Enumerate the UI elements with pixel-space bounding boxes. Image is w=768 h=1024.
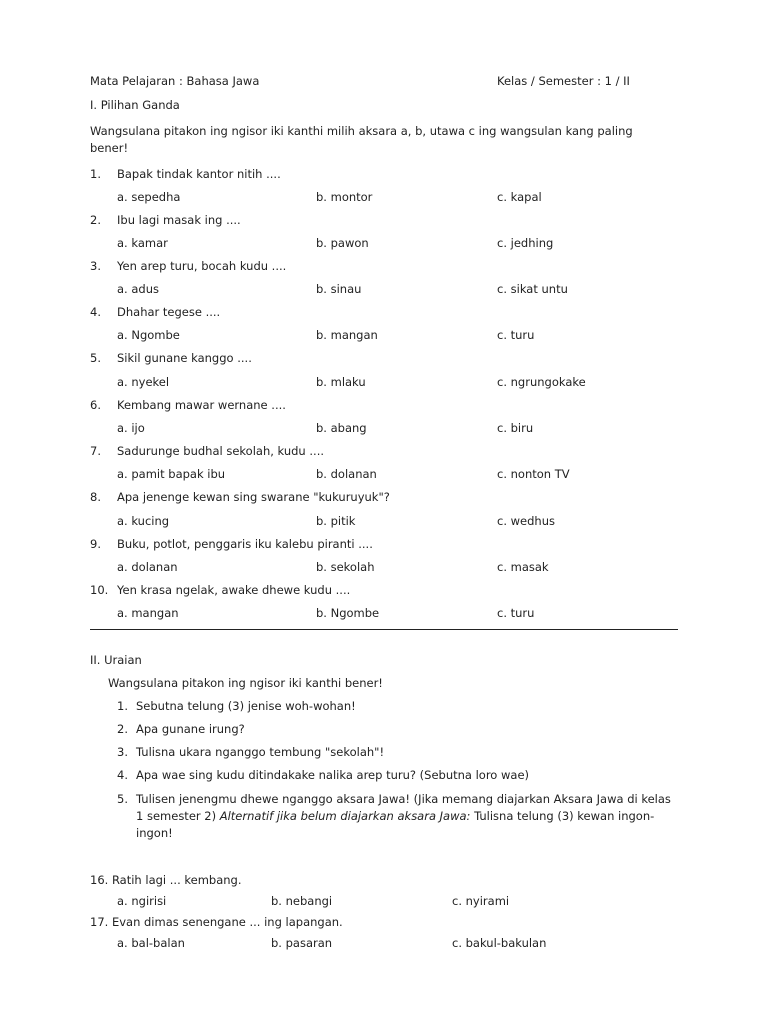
option-c: c. ngrungokake <box>497 375 586 389</box>
question-number: 6. <box>90 398 101 412</box>
section1-title: I. Pilihan Ganda <box>90 98 180 112</box>
question-number: 7. <box>90 444 101 458</box>
option-b: b. sekolah <box>316 560 375 574</box>
question-number: 9. <box>90 537 101 551</box>
section-divider <box>90 629 678 630</box>
option-b: b. montor <box>316 190 373 204</box>
option-b: b. pawon <box>316 236 369 250</box>
question-text: 17. Evan dimas senengane ... ing lapangan. <box>90 915 343 929</box>
section2-title: II. Uraian <box>90 653 142 667</box>
option-c: c. masak <box>497 560 549 574</box>
option-a: a. ijo <box>117 421 145 435</box>
question-text: Yen krasa ngelak, awake dhewe kudu .... <box>117 583 351 597</box>
option-b: b. pitik <box>316 514 356 528</box>
option-c: c. nyirami <box>452 894 510 908</box>
essay-number: 1. <box>117 699 128 713</box>
question-text: Kembang mawar wernane .... <box>117 398 286 412</box>
question-number: 1. <box>90 167 101 181</box>
essay-text-5-a: Tulisen jenengmu dhewe nganggo aksara Jawa! (Jika memang diajarkan Aksara Jawa di kelas 1 semester 2) <box>136 792 671 823</box>
essay-text-5-b: Tulisna telung (3) kewan ingon-ingon! <box>136 809 655 840</box>
question-text: Dhahar tegese .... <box>117 305 221 319</box>
option-b: b. abang <box>316 421 367 435</box>
question-number: 2. <box>90 213 101 227</box>
section1-instruction: Wangsulana pitakon ing ngisor iki kanthi milih aksara a, b, utawa c ing wangsulan kang paling bener! <box>90 124 633 155</box>
option-a: a. Ngombe <box>117 328 180 342</box>
option-c: c. kapal <box>497 190 542 204</box>
option-c: c. turu <box>497 328 535 342</box>
question-number: 4. <box>90 305 101 319</box>
essay-text-5 <box>136 791 681 842</box>
option-a: a. pamit bapak ibu <box>117 467 226 481</box>
option-b: b. nebangi <box>271 894 333 908</box>
class-semester-label: Kelas / Semester : 1 / II <box>497 74 630 88</box>
option-b: b. Ngombe <box>316 606 380 620</box>
question-text: Sikil gunane kanggo .... <box>117 351 252 365</box>
question-text: Sadurunge budhal sekolah, kudu .... <box>117 444 324 458</box>
option-c: c. biru <box>497 421 534 435</box>
essay-text: Tulisna ukara nganggo tembung "sekolah"! <box>136 745 385 759</box>
question-text: Buku, potlot, penggaris iku kalebu piranti .... <box>117 537 373 551</box>
option-a: a. ngirisi <box>117 894 167 908</box>
option-a: a. bal-balan <box>117 936 185 950</box>
option-a: a. kamar <box>117 236 168 250</box>
essay-number: 3. <box>117 745 128 759</box>
option-c: c. turu <box>497 606 535 620</box>
essay-number: 5. <box>117 792 128 806</box>
question-number: 10. <box>90 583 109 597</box>
essay-text: Apa wae sing kudu ditindakake nalika arep turu? (Sebutna loro wae) <box>136 768 530 782</box>
question-text: Yen arep turu, bocah kudu .... <box>117 259 287 273</box>
option-a: a. sepedha <box>117 190 181 204</box>
question-text: Apa jenenge kewan sing swarane "kukuruyuk"? <box>117 490 390 504</box>
option-b: b. mlaku <box>316 375 366 389</box>
question-text: Ibu lagi masak ing .... <box>117 213 241 227</box>
essay-text: Apa gunane irung? <box>136 722 245 736</box>
question-number: 8. <box>90 490 101 504</box>
essay-number: 2. <box>117 722 128 736</box>
essay-text: Sebutna telung (3) jenise woh-wohan! <box>136 699 356 713</box>
question-text: 16. Ratih lagi ... kembang. <box>90 873 242 887</box>
subject-label: Mata Pelajaran : Bahasa Jawa <box>90 74 260 88</box>
option-b: b. dolanan <box>316 467 377 481</box>
essay-text-5-italic: Alternatif jika belum diajarkan aksara Jawa: <box>219 809 471 823</box>
option-b: b. mangan <box>316 328 378 342</box>
option-c: c. jedhing <box>497 236 554 250</box>
option-b: b. pasaran <box>271 936 333 950</box>
option-c: c. sikat untu <box>497 282 568 296</box>
option-a: a. nyekel <box>117 375 170 389</box>
question-number: 3. <box>90 259 101 273</box>
section2-instruction: Wangsulana pitakon ing ngisor iki kanthi bener! <box>108 676 383 690</box>
option-a: a. adus <box>117 282 159 296</box>
option-c: c. bakul-bakulan <box>452 936 547 950</box>
option-a: a. dolanan <box>117 560 178 574</box>
question-number: 5. <box>90 351 101 365</box>
option-c: c. nonton TV <box>497 467 570 481</box>
essay-number: 4. <box>117 768 128 782</box>
option-a: a. kucing <box>117 514 170 528</box>
option-c: c. wedhus <box>497 514 555 528</box>
question-text: Bapak tindak kantor nitih .... <box>117 167 281 181</box>
option-b: b. sinau <box>316 282 362 296</box>
option-a: a. mangan <box>117 606 179 620</box>
